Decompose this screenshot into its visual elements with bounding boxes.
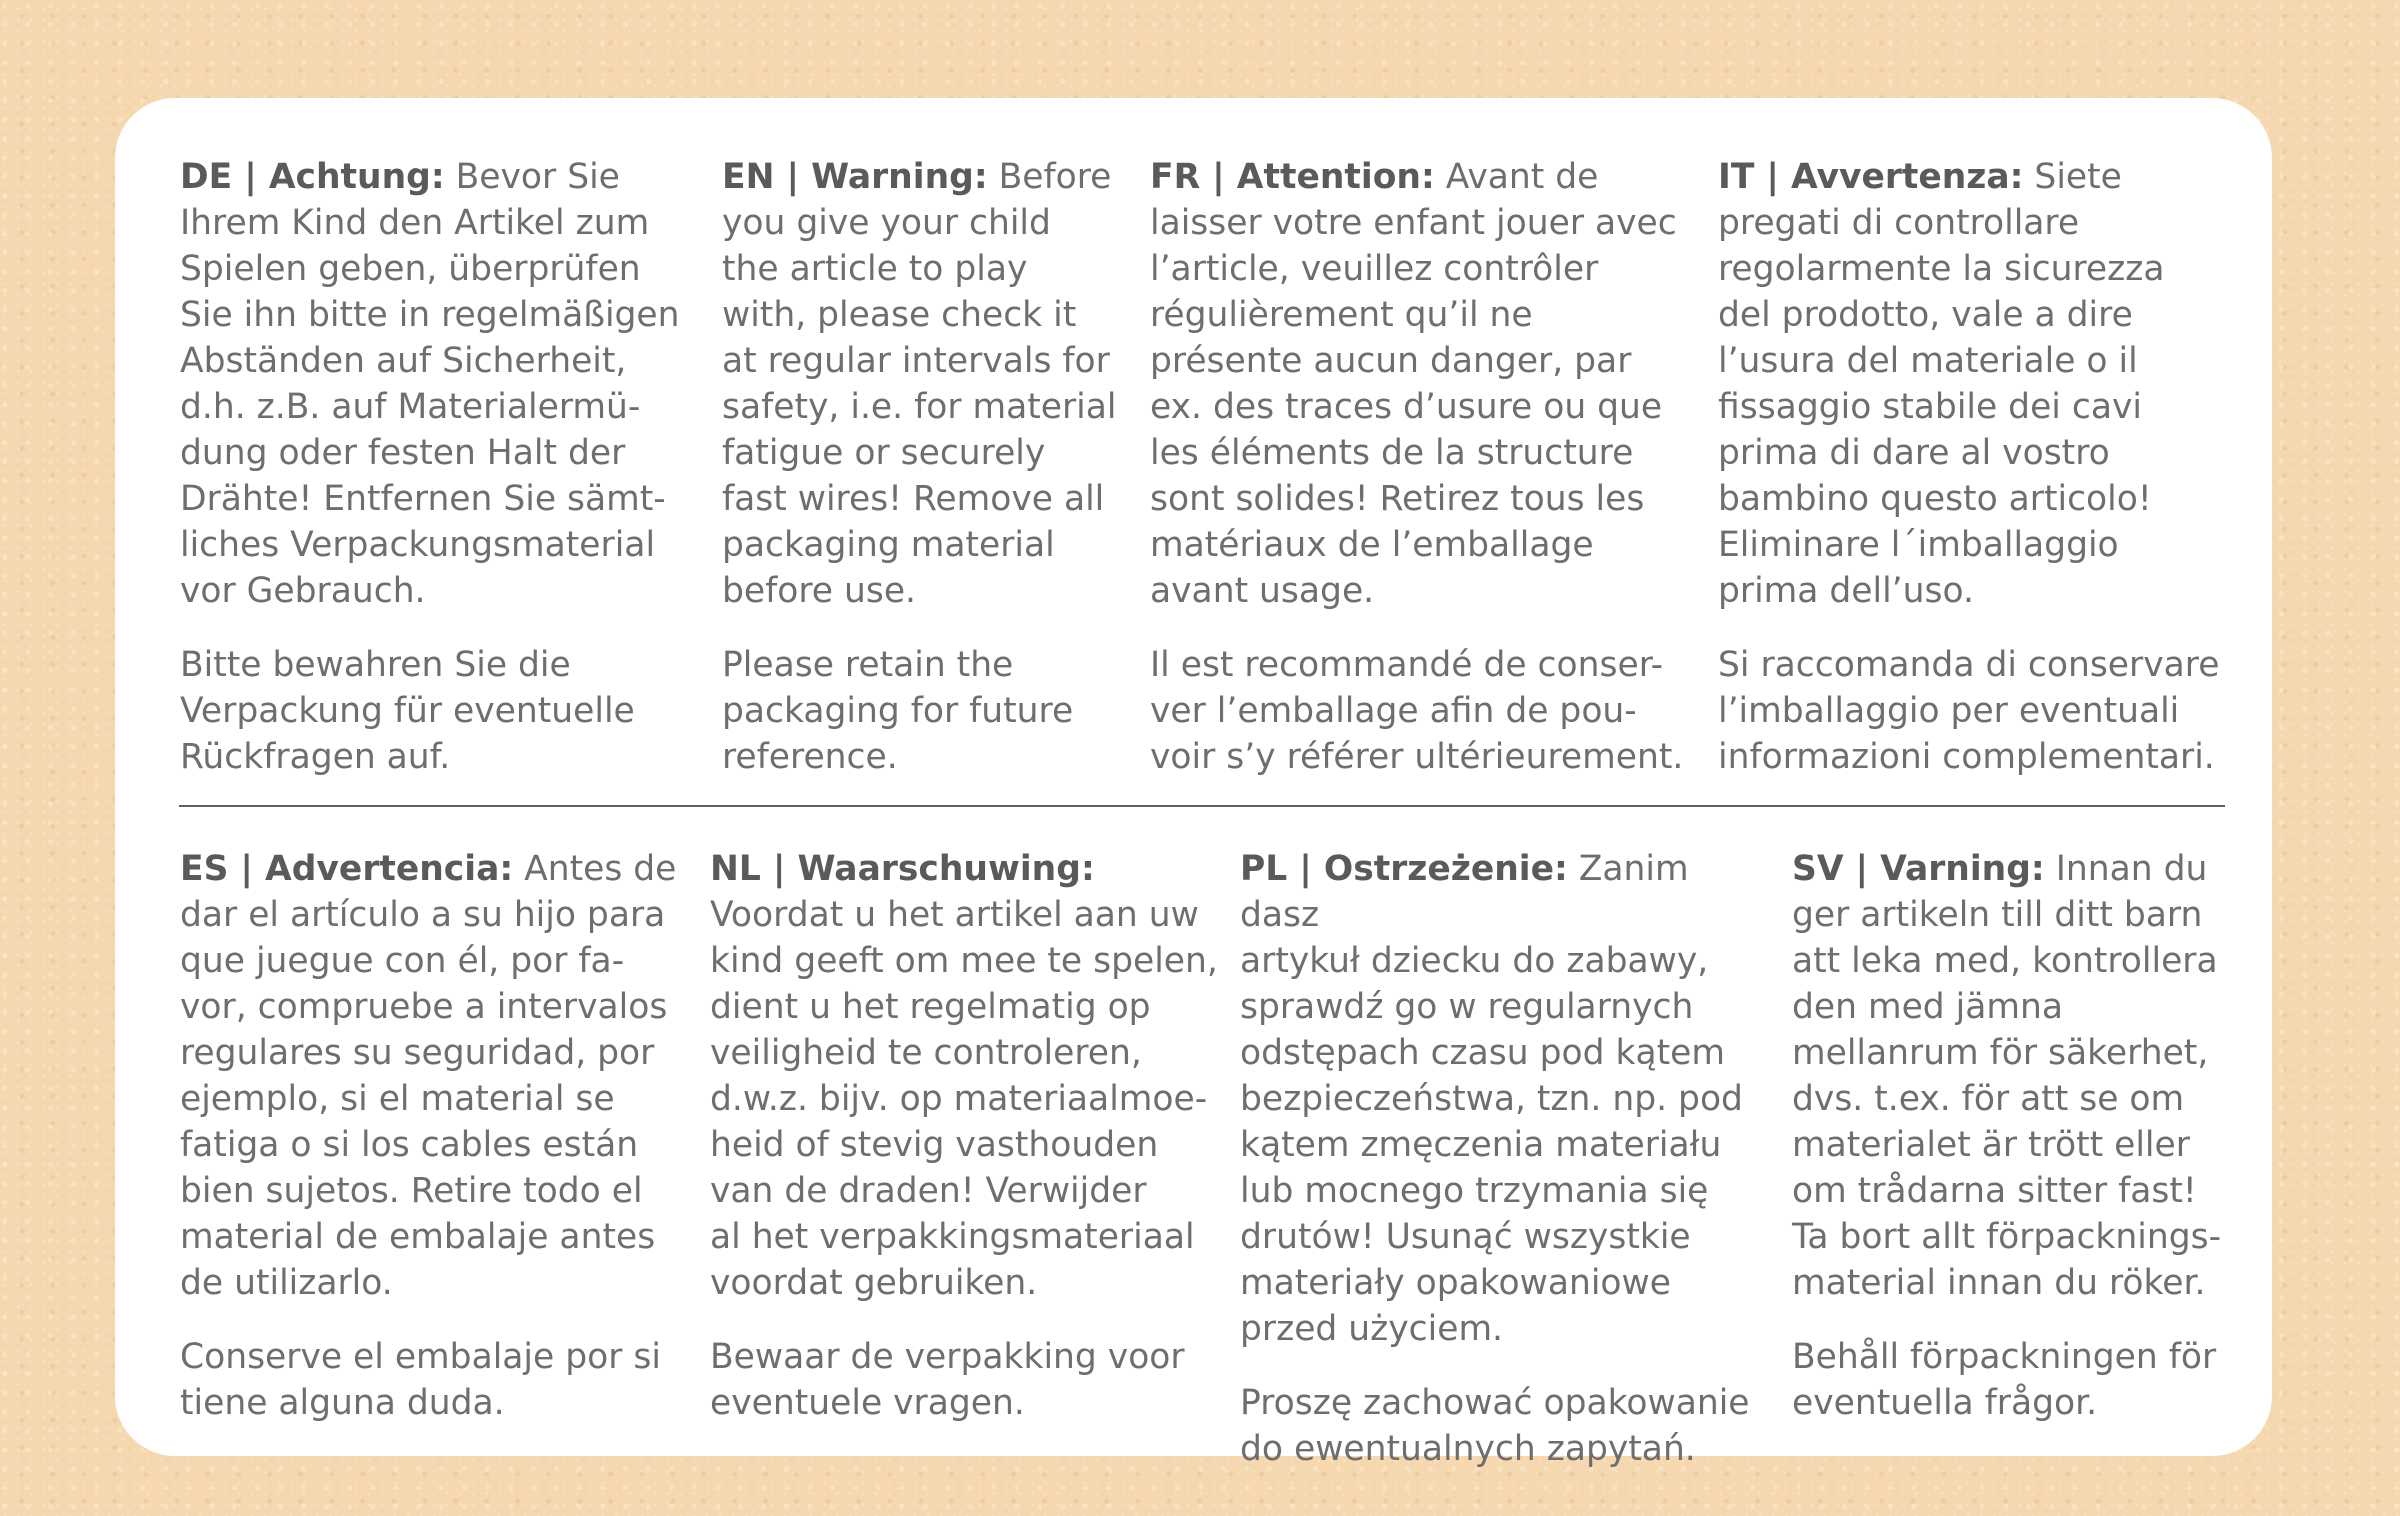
warning-text: SV | Varning: Innan du ger artikeln till ditt barn att leka med, kontrollera den med jämna mellanrum för säkerhet, dvs. t.ex. för att se om materialet är trött eller om trådarna sitter fast! Ta bort allt förpacknings- material innan du röker. bbox=[1792, 849, 2222, 1303]
packaging-note: Il est recommandé de conser- ver l’emballage afin de pou- voir s’y référer ultérieurement. bbox=[1150, 645, 1684, 777]
warning-text: PL | Ostrzeżenie: Zanim dasz artykuł dziecku do zabawy, sprawdź go w regularnych odstępach czasu pod kątem bezpieczeństwa, tzn. np. pod kątem zmęczenia materiału lub mocnego trzymania się drutów! Usunąć wszystkie materiały opakowaniowe przed użyciem. bbox=[1240, 849, 1743, 1349]
warning-nl bbox=[710, 846, 1220, 1426]
packaging-note: Proszę zachować opakowanie do ewentualnych zapytań. bbox=[1240, 1383, 1750, 1469]
packaging-note: Bitte bewahren Sie die Verpackung für eventuelle Rückfragen auf. bbox=[180, 645, 635, 777]
warning-card bbox=[115, 98, 2272, 1469]
section-divider bbox=[179, 805, 2225, 807]
warning-heading: DE | Achtung: bbox=[180, 157, 445, 197]
warning-text: NL | Waarschuwing: Voordat u het artikel aan uw kind geeft om mee te spelen, dient u het regelmatig op veiligheid te controleren, d.w.z. bijv. op materiaalmoe- heid of stevig vasthouden van de draden! Verwijder al het verpakkingsmateriaal voordat gebruiken. bbox=[710, 849, 1218, 1303]
packaging-note: Behåll förpackningen för eventuella frågor. bbox=[1792, 1337, 2217, 1423]
warning-pl bbox=[1240, 846, 1760, 1472]
warning-en bbox=[722, 154, 1132, 780]
warning-heading: EN | Warning: bbox=[722, 157, 988, 197]
warning-text: IT | Avvertenza: Siete pregati di controllare regolarmente la sicurezza del prodotto, vale a dire l’usura del materiale o il fissaggio stabile dei cavi prima di dare al vostro bambino questo articolo! Eliminare l´imballaggio prima dell’uso. bbox=[1718, 157, 2165, 611]
packaging-note: Si raccomanda di conservare l’imballaggio per eventuali informazioni complementari. bbox=[1718, 645, 2220, 777]
packaging-note: Bewaar de verpakking voor eventuele vragen. bbox=[710, 1337, 1185, 1423]
warning-text: EN | Warning: Before you give your child the article to play with, please check it at regular intervals for safety, i.e. for material fatigue or securely fast wires! Remove all packaging material before use. bbox=[722, 157, 1117, 611]
warning-heading: IT | Avvertenza: bbox=[1718, 157, 2024, 197]
warning-heading: SV | Varning: bbox=[1792, 849, 2045, 889]
warning-text: DE | Achtung: Bevor Sie Ihrem Kind den Artikel zum Spielen geben, überprüfen Sie ihn bitte in regelmäßigen Abständen auf Sicherheit, d.h. z.B. auf Materialermü- dung oder festen Halt der Drähte! Entfernen Sie sämt- liches Verpackungsmaterial vor Gebrauch. bbox=[180, 157, 680, 611]
warning-de bbox=[180, 154, 680, 780]
warning-text: FR | Attention: Avant de laisser votre enfant jouer avec l’article, veuillez contrôler régulièrement qu’il ne présente aucun danger, par ex. des traces d’usure ou que les éléments de la structure sont solides! Retirez tous les matériaux de l’emballage avant usage. bbox=[1150, 157, 1677, 611]
warning-es bbox=[180, 846, 680, 1426]
warning-text: ES | Advertencia: Antes de dar el artículo a su hijo para que juegue con él, por fa- vor, compruebe a intervalos regulares su seguridad, por ejemplo, si el material se fatiga o si los cables están bien sujetos. Retire todo el material de embalaje antes de utilizarlo. bbox=[180, 849, 677, 1303]
packaging-note: Please retain the packaging for future reference. bbox=[722, 645, 1074, 777]
warning-it bbox=[1718, 154, 2238, 780]
warning-heading: ES | Advertencia: bbox=[180, 849, 514, 889]
packaging-note: Conserve el embalaje por si tiene alguna duda. bbox=[180, 1337, 661, 1423]
warning-heading: NL | Waarschuwing: bbox=[710, 849, 1095, 889]
warning-heading: FR | Attention: bbox=[1150, 157, 1435, 197]
warning-fr bbox=[1150, 154, 1690, 780]
warning-heading: PL | Ostrzeżenie: bbox=[1240, 849, 1568, 889]
warning-sv bbox=[1792, 846, 2252, 1426]
